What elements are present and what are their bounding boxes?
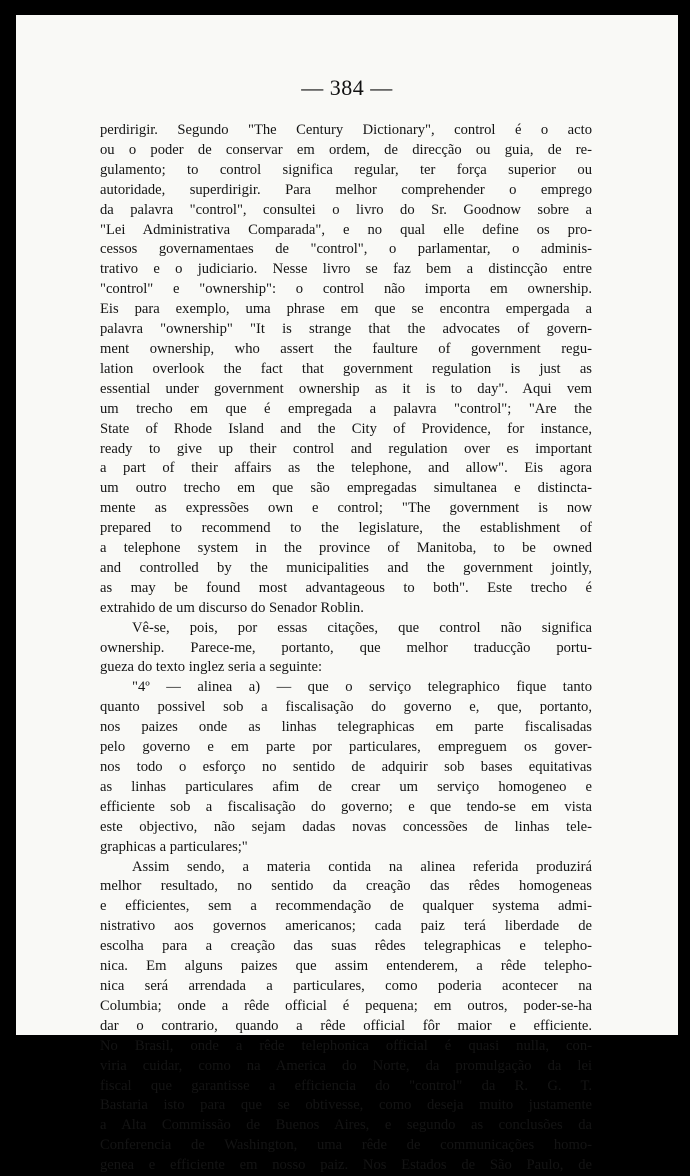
text-line: gulamento; to control significa regular, ter força superior ou — [100, 161, 592, 178]
text-line: palavra "ownership" "It is strange that the advocates of govern- — [100, 321, 592, 338]
text-line: um outro trecho em que são empregadas simultanea e distincta- — [100, 480, 592, 497]
text-line: Bastaria isto para que se obtivesse, como deseja muito justamente — [100, 1097, 592, 1114]
text-line: da palavra "control", consultei o livro do Sr. Goodnow sobre a — [100, 201, 592, 218]
text-line: nica será arrendada a particulares, como poderia acontecer na — [100, 977, 592, 994]
text-line: as may be found most advantageous to both". Este trecho é — [100, 579, 592, 596]
text-line: prepared to recommend to the legislature, the establishment of — [100, 520, 592, 537]
paragraph-1 — [100, 121, 592, 619]
text-line: nistrativo aos governos americanos; cada paiz terá liberdade de — [100, 918, 592, 935]
text-line: efficiente sob a fiscalisação do governo; e que tendo-se em vista — [100, 798, 592, 815]
text-line: quanto possivel sob a fiscalisação do governo e, que, portanto, — [100, 699, 592, 716]
text-line: "control" e "ownership": o control não importa em ownership. — [100, 281, 592, 298]
text-line: Assim sendo, a materia contida na alinea referida produzirá — [132, 858, 592, 875]
text-line: pelo governo e em parte por particulares, empreguem os gover- — [100, 739, 592, 756]
text-line: viria cuidar, como na America do Norte, da promulgação da lei — [100, 1057, 592, 1074]
text-line: autoridade, superdirigir. Para melhor comprehender o emprego — [100, 181, 592, 198]
text-line: as linhas particulares afim de crear um serviço homogeneo e — [100, 778, 592, 795]
text-line: a part of their affairs as the telephone, and allow". Eis agora — [100, 460, 592, 477]
paragraph-2 — [100, 619, 592, 679]
text-line: gueza do texto inglez seria a seguinte: — [100, 659, 323, 676]
text-line: "Lei Administrativa Comparada", e no qual elle define os pro- — [100, 221, 592, 238]
text-line: este objectivo, não sejam dadas novas concessões de linhas tele- — [100, 818, 592, 835]
text-line: genea e efficiente em nosso paiz. Nos Estados de São Paulo, de — [100, 1157, 592, 1174]
text-line: ready to give up their control and regulation over es important — [100, 440, 592, 457]
text-line: a Alta Commissão de Buenos Aires, e segundo as conclusões da — [100, 1117, 592, 1134]
text-line: "4º — alinea a) — que o serviço telegraphico fique tanto — [132, 679, 592, 696]
text-line: escolha para a creação das suas rêdes telegraphicas e telepho- — [100, 938, 592, 955]
text-line: Columbia; onde a rêde official é pequena; em outros, poder-se-ha — [100, 997, 592, 1014]
text-line: fiscal que garantisse a efficiencia do "control" da R. G. T. — [100, 1077, 592, 1094]
paragraph-3 — [100, 858, 592, 1176]
text-line: Eis para exemplo, uma phrase em que se encontra empergada a — [100, 301, 592, 318]
text-line: essential under government ownership as it is to day". Aqui vem — [100, 380, 592, 397]
text-line: ment ownership, who assert the faulture of government regu- — [100, 340, 592, 357]
text-line: um trecho em que é empregada a palavra "control"; "Are the — [100, 400, 592, 417]
text-line: State of Rhode Island and the City of Providence, for instance, — [100, 420, 592, 437]
text-line: lation overlook the fact that government regulation is just as — [100, 360, 592, 377]
text-line: No Brasil, onde a rêde telephonica official é quasi nulla, con- — [100, 1037, 592, 1054]
text-line: graphicas a particulares;" — [100, 838, 248, 855]
text-line: nos todo o esforço no sentido de adquirir sob bases equitativas — [100, 759, 592, 775]
page-number: — 384 — — [301, 75, 393, 100]
text-line: dar o contrario, quando a rêde official fôr maior e efficiente. — [100, 1017, 592, 1034]
text-line: Vê-se, pois, por essas citações, que control não significa — [132, 619, 592, 636]
text-line: nos paizes onde as linhas telegraphicas em parte fiscalisadas — [100, 719, 592, 736]
text-line: mente as expressões own e control; "The government is now — [100, 500, 592, 517]
text-line: e efficientes, sem a recommendação de qualquer systema admi- — [100, 898, 592, 915]
book-page — [16, 15, 678, 1174]
text-line: cessos governamentaes de "control", o parlamentar, o adminis- — [100, 241, 592, 258]
text-line: nica. Em alguns paizes que assim entenderem, a rêde telepho- — [100, 958, 592, 975]
text-line: Conferencia de Washington, uma rêde de communicações homo- — [100, 1137, 592, 1154]
text-line: a telephone system in the province of Manitoba, to be owned — [100, 540, 592, 557]
quoted-clause — [100, 678, 592, 857]
text-line: extrahido de um discurso do Senador Roblin. — [100, 599, 364, 616]
text-line: perdirigir. Segundo "The Century Dictionary", control é o acto — [100, 122, 592, 138]
text-line: melhor resultado, no sentido da creação das rêdes homogeneas — [100, 878, 592, 895]
text-line: ownership. Parece-me, portanto, que melhor traducção portu- — [100, 639, 592, 656]
text-line: and controlled by the municipalities and the government jointly, — [100, 559, 592, 576]
text-line: trativo e o judiciario. Nesse livro se faz bem a distincção entre — [100, 261, 592, 278]
body-text — [100, 121, 592, 1176]
text-line: ou o poder de conservar em ordem, de direcção ou guia, de re- — [100, 141, 592, 158]
